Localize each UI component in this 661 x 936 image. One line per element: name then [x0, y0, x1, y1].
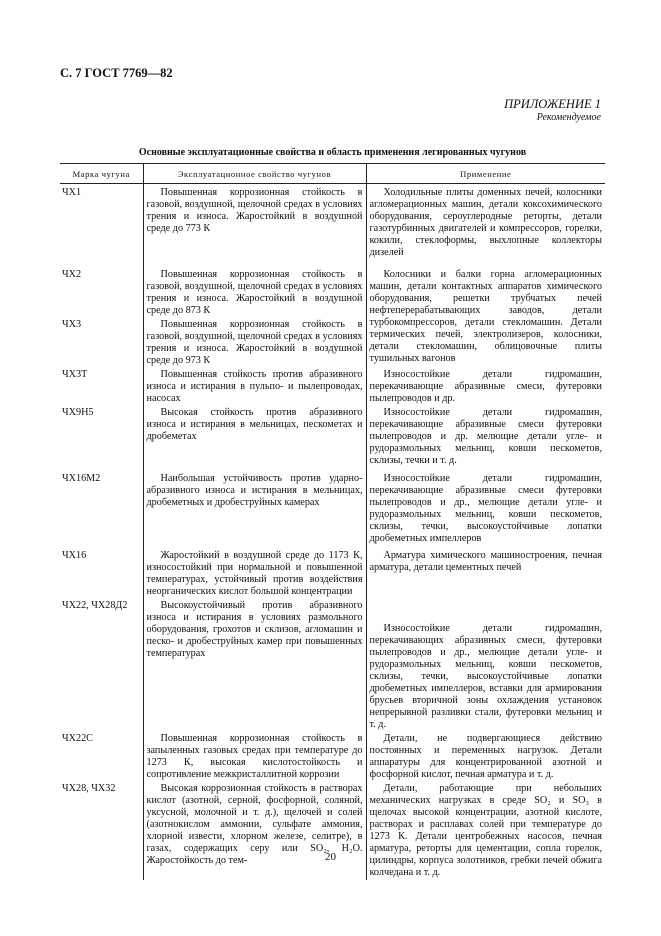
page-header: С. 7 ГОСТ 7769—82	[60, 66, 173, 80]
table-row	[60, 782, 605, 880]
alloy-cast-iron-table	[60, 163, 605, 880]
grade-cell: ЧХ9Н5	[62, 407, 94, 418]
column-header-use: Применение	[366, 164, 605, 184]
use-cell: Холодильные плиты доменных печей, колосники агломерационных машин, детали коксохимического оборудования, сероуглеродные реторты, детали газотурбинных двигателей и компрессоров, горелки, кокили, стеклоформы, выхлопные коллекторы дизелей	[366, 184, 605, 261]
use-cell: Детали, не подвергающиеся действию постоянных и переменных нагрузок. Детали аппаратуры для концентрированной азотной и фосфорной кислот, печная арматура и т. д.	[366, 732, 605, 782]
appendix-label: ПРИЛОЖЕНИЕ 1	[504, 97, 601, 111]
property-cell: Высокоустойчивый против абразивного износа и истирания в условиях размольного оборудования, грохотов и склизов, агломашин и песко- и дробеструйных камер при повышенных температурах	[143, 599, 366, 732]
grade-cell: ЧХ22, ЧХ28Д2	[62, 600, 128, 611]
property-cell: Повышенная стойкость против абразивного износа и истирания в пульпо- и пылепроводах, насосах	[143, 368, 366, 406]
property-cell: Высокая коррозионная стойкость в растворах кислот (азотной, серной, фосфорной, соляной, уксусной, молочной и т. д.), щелочей и солей (азотнокислом аммонии, сульфате аммония, хлорной извести, хлорном железе, селитре), в газах, содержащих серу или SO₂, H₂O. Жаростойкость до тем-	[143, 782, 366, 880]
table-row	[60, 406, 605, 468]
grade-cell: ЧХ22С	[62, 733, 93, 744]
column-header-grade: Марка чугуна	[60, 164, 143, 184]
grade-cell: ЧХ16М2	[62, 473, 101, 484]
appendix-block	[504, 98, 601, 124]
use-cell: Износостойкие детали гидромашин, перекачивающих абразивных смеси, футеровки пылепроводов и др., мелющие детали угле- и рудоразмольных мельниц, ковши пескометов, склизы, течки, высокоустойчивые лопатки дробеметных импеллеров, вставки для армирования брусьев вторичной зоны охлаждения установок непрерывной разливки стали, футеровки мельниц и т. д.	[366, 599, 605, 732]
property-cell: Высокая стойкость против абразивного износа и истирания в мельницах, пескометах и дробеметах	[143, 406, 366, 468]
table-row	[60, 599, 605, 732]
property-cell: Повышенная коррозионная стойкость в газовой, воздушной, щелочной средах в условиях трения и износа. Жаростойкий в воздушной среде до 773 К	[143, 184, 366, 261]
table-header-row	[60, 164, 605, 184]
use-cell: Арматура химического машиностроения, печная арматура, детали цементных печей	[366, 546, 605, 599]
page-number: 20	[325, 851, 336, 863]
grade-cell: ЧХ3	[62, 319, 82, 330]
property-cell: Повышенная коррозионная стойкость в газовой, воздушной, щелочной средах в условиях трения и износа. Жаростойкий в воздушной среде до 873 К	[143, 260, 366, 318]
table-row	[60, 184, 605, 261]
grade-cell: ЧХ1	[62, 187, 82, 198]
use-cell: Износостойкие детали гидромашин, перекачивающие абразивные смеси футеровки пылепроводов и др. мелющие детали угле- и рудоразмольных мельниц, ковши пескометов, склизы, течки и т. д.	[366, 406, 605, 468]
property-cell: Жаростойкий в воздушной среде до 1173 К, износостойкий при нормальной и повышенной температурах, устойчивый против воздействия неорганических кислот большой концентрации	[143, 546, 366, 599]
grade-cell: ЧХ16	[62, 550, 87, 561]
grade-cell: ЧХ28, ЧХ32	[62, 783, 116, 794]
table-row	[60, 260, 605, 318]
table-row	[60, 368, 605, 406]
column-header-property: Эксплуатационное свойство чугунов	[143, 164, 366, 184]
appendix-note: Рекомендуемое	[536, 112, 601, 123]
property-cell: Повышенная коррозионная стойкость в запыленных газовых средах при температуре до 1273 К, высокая кислотостойкость и сопротивление межкристаллитной коррозии	[143, 732, 366, 782]
table-title: Основные эксплуатационные свойства и область применения легированных чугунов	[138, 147, 527, 158]
property-cell: Наибольшая устойчивость против ударно-абразивного износа и истирания в мельницах, дробеметных и дробеструйных камерах	[143, 468, 366, 546]
property-cell: Повышенная коррозионная стойкость в газовой, воздушной, щелочной средах в условиях трения и износа. Жаростойкий в воздушной среде до 973 К	[143, 318, 366, 368]
table-row	[60, 468, 605, 546]
use-cell: Детали, работающие при небольших механических нагрузках в среде SO₂ и SO₃ в щелочах высокой концентрации, азотной кислоте, растворах и расплавах солей при температуре до 1273 К. Детали центробежных насосов, печная арматура, реторты для цементации, сопла горелок, цилиндры, корпуса золотников, гребки печей обжига колчедана и т. д.	[366, 782, 605, 880]
grade-cell: ЧХ3Т	[62, 369, 88, 380]
table-row	[60, 732, 605, 782]
use-cell: Колосники и балки горна агломерационных машин, детали контактных аппаратов химического оборудования, решетки трубчатых печей нефтеперерабатывающих заводов, детали турбокомпрессоров, детали стекломашин. Детали термических печей, электролизеров, колосники, детали стекломашин, облицовочные плиты тушильных вагонов	[366, 260, 605, 368]
use-cell: Износостойкие детали гидромашин, перекачивающие абразивные смеси, футеровки пылепроводов и др.	[366, 368, 605, 406]
table-row	[60, 546, 605, 599]
grade-cell: ЧХ2	[62, 269, 82, 280]
use-cell: Износостойкие детали гидромашин, перекачивающие абразивные смеси футеровки пылепроводов и др., мелющие детали угле- и рудоразмольных мельниц, ковши пескометов, склизы, течки, высокоустойчивые лопатки дробеметных импеллеров	[366, 468, 605, 546]
